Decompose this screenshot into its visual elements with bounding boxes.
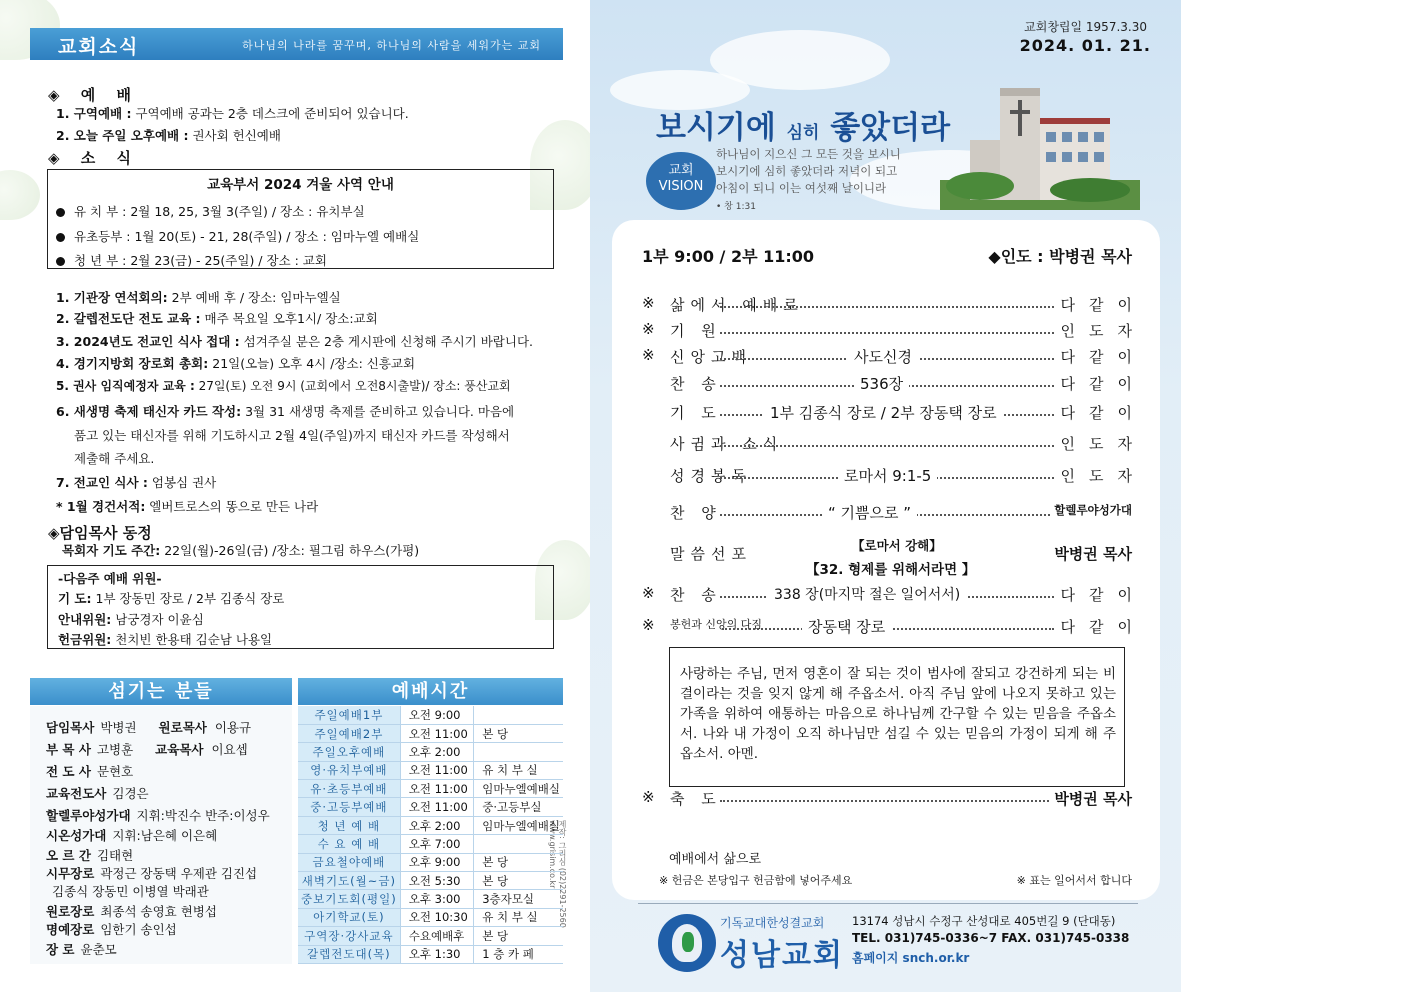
news-item: 2. 갈렙전도단 전도 교육 : 매주 목요일 오후1시/ 장소:교회 bbox=[56, 311, 378, 326]
worship-page bbox=[590, 0, 1181, 992]
service-time: 1부 9:00 / 2부 11:00 bbox=[642, 247, 815, 266]
order-detail: “ 기쁨으로 ” bbox=[822, 502, 917, 523]
order-detail: 장동택 장로 bbox=[802, 616, 891, 637]
news-heading: ◈ 소 식 bbox=[48, 149, 139, 167]
sermon-series: 【로마서 강해】 bbox=[852, 538, 942, 553]
server-row: 시무장로 곽정근 장동택 우제관 김진섭 bbox=[46, 866, 258, 881]
server-row: 명예장로 임한기 송인섭 bbox=[46, 922, 177, 937]
order-row bbox=[642, 320, 1146, 344]
server-row: 김종식 장동민 이병열 박래관 bbox=[52, 884, 209, 899]
server-row: 교육전도사 김경은 bbox=[46, 786, 149, 801]
vision-verse: 하나님이 지으신 그 모든 것을 보시니 보시기에 심히 좋았더라 저녁이 되고 아침이 되니 이는 여섯째 날이니라 bbox=[716, 147, 901, 195]
denomination: 기독교대한성결교회 bbox=[720, 916, 825, 930]
order-responsible: 인도자 bbox=[1057, 465, 1146, 486]
service-time-row: 유·초등부예배 오전 11:00 임마누엘예배실 bbox=[298, 780, 563, 798]
order-row bbox=[642, 584, 1146, 608]
server-row: 장 로 윤춘모 bbox=[46, 942, 117, 957]
service-times-table bbox=[298, 706, 563, 966]
times-title: 예배시간 bbox=[298, 678, 563, 705]
standing-mark: ※ bbox=[642, 294, 655, 312]
education-box-title: 교육부서 2024 겨울 사역 안내 bbox=[207, 177, 394, 193]
order-row bbox=[642, 788, 1132, 812]
server-row: 담임목사 박병권 원로목사 이용규 bbox=[46, 720, 252, 735]
order-responsible: 인도자 bbox=[1057, 433, 1146, 454]
worship-heading: ◈ 예 배 bbox=[48, 86, 139, 104]
order-item: 봉헌과 신앙의 다짐 bbox=[670, 618, 763, 631]
order-detail: 536장 bbox=[854, 373, 909, 394]
news-item: 품고 있는 태신자를 위해 기도하시고 2월 4일(주일)까지 태신자 카드를 작성해서 bbox=[74, 428, 510, 443]
order-responsible: 다같이 bbox=[1057, 402, 1146, 423]
news-title: 교회소식 bbox=[58, 36, 140, 58]
order-row bbox=[642, 616, 1146, 640]
news-item: 1. 기관장 연석회의: 2부 예배 후 / 장소: 임마누엘실 bbox=[56, 290, 341, 305]
service-leader: ◆인도 : 박병권 목사 bbox=[988, 247, 1132, 266]
service-time-row: 주일예배2부 오전 11:00 본 당 bbox=[298, 724, 563, 742]
next-week-box bbox=[47, 565, 554, 649]
church-building-illustration bbox=[940, 60, 1140, 210]
pastor-heading: ◈담임목사 동정 bbox=[48, 524, 152, 542]
server-row: 오 르 간 김태현 bbox=[46, 848, 134, 863]
church-motto: 하나님의 나라를 꿈꾸며, 하나님의 사람을 세워가는 교회 bbox=[242, 39, 541, 52]
service-time-row: 중보기도회(평일) 오후 3:00 3층자모실 bbox=[298, 890, 563, 908]
order-responsible: 인도자 bbox=[1057, 320, 1146, 341]
order-row bbox=[642, 433, 1146, 457]
order-row bbox=[642, 294, 1146, 318]
order-item: 성경봉독 bbox=[670, 467, 752, 485]
exit-text: 예배에서 삶으로 bbox=[669, 852, 762, 867]
bulletin-date: 2024. 01. 21. bbox=[1019, 36, 1151, 55]
order-item: 찬 양 bbox=[670, 504, 722, 522]
news-item: * 1월 경건서적: 엘버트로스의 똥으로 만든 나라 bbox=[56, 499, 319, 514]
decor-petal bbox=[0, 170, 40, 220]
worship-order-card bbox=[612, 220, 1160, 900]
church-name: 성남교회 bbox=[720, 938, 844, 973]
order-responsible: 박병권 목사 bbox=[1050, 543, 1132, 564]
sermon-title: 【32. 형제를 위해서라면 】 bbox=[806, 562, 976, 578]
next-week-row: 안내위원: 남궁경자 이윤심 bbox=[58, 612, 204, 627]
order-responsible: 박병권 목사 bbox=[1050, 788, 1132, 809]
order-item: 기 도 bbox=[670, 404, 722, 422]
vision-reference: • 창 1:31 bbox=[716, 202, 756, 212]
news-item: 6. 새생명 축제 태신자 카드 작성: 3월 31 새생명 축제를 준비하고 있습니다. 마음에 bbox=[56, 404, 515, 419]
education-item: 청 년 부 : 2월 23(금) - 25(주일) / 장소 : 교회 bbox=[56, 251, 327, 269]
church-address: 13174 성남시 수정구 산성대로 405번길 9 (단대동) bbox=[852, 914, 1116, 928]
servers-title: 섬기는 분들 bbox=[30, 678, 292, 705]
order-row bbox=[642, 402, 1146, 426]
news-header bbox=[30, 28, 563, 60]
order-item: 기 원 bbox=[670, 322, 722, 340]
order-item: 찬 송 bbox=[670, 375, 722, 393]
standing-mark: ※ bbox=[642, 788, 655, 806]
standing-mark: ※ bbox=[642, 584, 655, 602]
vision-badge: 교회 VISION bbox=[646, 152, 716, 210]
standing-mark: ※ bbox=[642, 616, 655, 634]
service-time-row: 새벽기도(월~금) 오전 5:30 본 당 bbox=[298, 872, 563, 890]
order-detail: 로마서 9:1-5 bbox=[838, 465, 937, 486]
service-time-row: 수 요 예 배 오후 7:00 bbox=[298, 835, 563, 853]
order-responsible: 다같이 bbox=[1057, 373, 1146, 394]
server-row: 원로장로 최종석 송영효 현병섭 bbox=[46, 904, 217, 919]
church-footer bbox=[590, 900, 1181, 992]
church-phone: TEL. 031)745-0336~7 FAX. 031)745-0338 bbox=[852, 931, 1130, 945]
order-row bbox=[642, 373, 1146, 397]
order-item: 사귐과 소식 bbox=[670, 435, 784, 453]
education-item: 유 치 부 : 2월 18, 25, 3월 3(주일) / 장소 : 유치부실 bbox=[56, 202, 365, 220]
order-responsible: 다같이 bbox=[1057, 294, 1146, 315]
news-page bbox=[0, 0, 590, 992]
next-week-row: 헌금위원: 천치빈 한용태 김순남 나용일 bbox=[58, 632, 273, 647]
server-row: 할렐루야성가대 지휘:박진수 반주:이성우 bbox=[46, 808, 270, 823]
news-item: 5. 권사 임직예정자 교육 : 27일(토) 오전 9시 (교회에서 오전8시출발)/ 장소: 풍산교회 bbox=[56, 379, 511, 393]
news-item: 4. 경기지방회 장로회 총회: 21일(오늘) 오후 4시 /장소: 신흥교회 bbox=[56, 356, 416, 371]
order-item: 축 도 bbox=[670, 790, 722, 808]
standing-mark: ※ bbox=[642, 320, 655, 338]
server-row: 전 도 사 문현호 bbox=[46, 764, 134, 779]
standing-note: ※ 표는 일어서서 합니다 bbox=[1016, 874, 1132, 887]
news-item: 3. 2024년도 전교인 식사 접대 : 섬겨주실 분은 2층 게시판에 신청해 주시기 바랍니다. bbox=[56, 334, 533, 349]
order-item: 말씀선포 bbox=[670, 545, 752, 563]
worship-item: 1. 구역예배 : 구역예배 공과는 2층 데스크에 준비되어 있습니다. bbox=[56, 106, 409, 121]
bulletin-title: 보시기에 심히 좋았더라 bbox=[656, 110, 951, 146]
education-box bbox=[47, 169, 554, 269]
servers-list bbox=[30, 706, 292, 964]
service-time-row: 아기학교(토) 오전 10:30 유 치 부 실 bbox=[298, 908, 563, 926]
church-website[interactable]: 홈페이지 snch.or.kr bbox=[852, 951, 970, 965]
pastor-item: 목회자 기도 주간: 22일(월)-26일(금) /장소: 필그림 하우스(가평) bbox=[62, 543, 420, 558]
news-item: 7. 전교인 식사 : 엄봉심 권사 bbox=[56, 475, 217, 490]
order-row bbox=[642, 502, 1132, 526]
order-responsible: 다같이 bbox=[1057, 346, 1146, 367]
order-detail: 1부 김종식 장로 / 2부 장동택 장로 bbox=[764, 402, 1003, 423]
service-time-row: 주일예배1부 오전 9:00 bbox=[298, 706, 563, 724]
order-item: 찬 송 bbox=[670, 586, 722, 604]
church-logo bbox=[658, 914, 716, 972]
service-time-row: 청 년 예 배 오후 2:00 임마누엘예배실 bbox=[298, 816, 563, 834]
order-item: 신앙고백 bbox=[670, 348, 752, 366]
next-week-title: -다음주 예배 위원- bbox=[58, 571, 162, 586]
worship-item: 2. 오늘 주일 오후예배 : 권사회 헌신예배 bbox=[56, 128, 281, 143]
offering-note: ※ 헌금은 본당입구 헌금함에 넣어주세요 bbox=[659, 874, 853, 887]
next-week-row: 기 도: 1부 장동민 장로 / 2부 김종식 장로 bbox=[58, 591, 285, 606]
service-time-row: 주일오후예배 오후 2:00 bbox=[298, 743, 563, 761]
founded-date: 교회창립일 1957.3.30 bbox=[1024, 20, 1147, 34]
education-item: 유초등부 : 1월 20(토) - 21, 28(주일) / 장소 : 임마누엘 예배실 bbox=[56, 227, 419, 245]
service-time-row: 중·고등부예배 오전 11:00 중·고등부실 bbox=[298, 798, 563, 816]
server-row: 부 목 사 고병훈 교육목사 이요셉 bbox=[46, 742, 248, 757]
service-time-row: 금요철야예배 오후 9:00 본 당 bbox=[298, 853, 563, 871]
order-responsible: 다같이 bbox=[1057, 616, 1146, 637]
server-row: 시온성가대 지휘:남은혜 이은혜 bbox=[46, 828, 218, 843]
service-time-row: 영·유치부예배 오전 11:00 유 치 부 실 bbox=[298, 761, 563, 779]
standing-mark: ※ bbox=[642, 346, 655, 364]
order-responsible: 다같이 bbox=[1057, 584, 1146, 605]
order-detail: 사도신경 bbox=[848, 346, 918, 367]
order-row bbox=[642, 346, 1146, 370]
service-time-row: 갈렙전도대(목) 오후 1:30 1 층 카 페 bbox=[298, 945, 563, 963]
order-row bbox=[642, 465, 1146, 489]
order-item: 삶에서 예배로 bbox=[670, 296, 804, 314]
order-detail: 338 장(마지막 절은 일어서서) bbox=[768, 584, 966, 604]
prayer-box: 사랑하는 주님, 먼저 영혼이 잘 되는 것이 범사에 잘되고 강건하게 되는 비결이라는 것을 잊지 않게 해 주옵소서. 아직 주님 앞에 나오지 못하고 있는 가족을 위하여 애통하는 마음으로 하나님께 간구할 수 있는 믿음을 주옵소서. 나와 내 가정이 오직 하나님만 섬길 수 있는 믿음의 가정이 되게 해 주옵소서. 아멘. bbox=[669, 647, 1125, 787]
order-responsible: 할렐루야성가대 bbox=[1050, 502, 1132, 518]
printer-credit: 제작: 그리심 (02)2291-2560 www.grisim.co.kr bbox=[548, 820, 567, 928]
news-item: 제출해 주세요. bbox=[74, 451, 155, 466]
service-time-row: 구역장·강사교육 수요예배후 본 당 bbox=[298, 927, 563, 945]
